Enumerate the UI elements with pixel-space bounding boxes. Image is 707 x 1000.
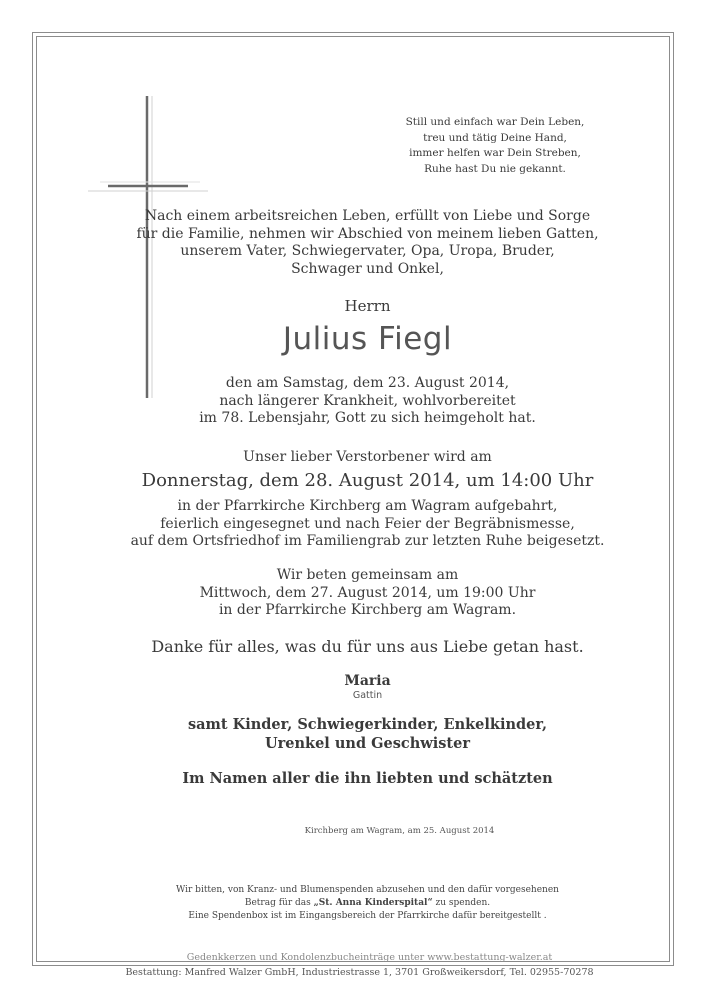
prayer-line: in der Pfarrkirche Kirchberg am Wagram.: [218, 602, 517, 618]
death-notice-line: den am Samstag, dem 23. August 2014,: [225, 375, 510, 391]
burial-intro: Unser lieber Verstorbener wird am: [243, 449, 492, 465]
condolence-link[interactable]: Gedenkkerzen und Kondolenzbucheinträge unter www.bestattung-walzer.at: [186, 952, 553, 963]
family-line: Urenkel und Geschwister: [264, 735, 470, 752]
intro-line: unserem Vater, Schwiegervater, Opa, Uropa, Bruder,: [180, 243, 555, 259]
closing-line: Im Namen aller die ihn liebten und schätzten: [182, 770, 553, 787]
prayer-line: Wir beten gemeinsam am: [276, 567, 459, 583]
burial-detail-line: in der Pfarrkirche Kirchberg am Wagram aufgebahrt,: [177, 498, 558, 514]
poem-line: treu und tätig Deine Hand,: [423, 131, 567, 144]
death-notice-line: im 78. Lebensjahr, Gott zu sich heimgeholt hat.: [199, 410, 536, 426]
thanks-line: Danke für alles, was du für uns aus Liebe getan hast.: [151, 637, 584, 656]
donation-line: Eine Spendenbox ist im Eingangsbereich der Pfarrkirche dafür bereitgestellt .: [188, 911, 547, 921]
family-line: samt Kinder, Schwiegerkinder, Enkelkinder,: [187, 716, 548, 733]
donation-line: [14, 897, 707, 910]
poem: [395, 115, 595, 177]
donation-text: zu spenden.: [432, 898, 491, 908]
intro-line: Nach einem arbeitsreichen Leben, erfüllt von Liebe und Sorge: [144, 208, 591, 224]
charity-name: „St. Anna Kinderspital“: [313, 898, 433, 908]
burial-detail-line: auf dem Ortsfriedhof im Familiengrab zur letzten Ruhe beigesetzt.: [130, 533, 605, 549]
mourner-relation: Gattin: [352, 690, 383, 701]
poem-line: Ruhe hast Du nie gekannt.: [424, 162, 566, 175]
funeral-company: Bestattung: Manfred Walzer GmbH, Industriestrasse 1, 3701 Großweikersdorf, Tel. 02955-70278: [125, 967, 594, 978]
prayer-notice: [14, 567, 707, 620]
burial-date: Donnerstag, dem 28. August 2014, um 14:00 Uhr: [141, 470, 594, 491]
death-notice-line: nach längerer Krankheit, wohlvorbereitet: [219, 392, 516, 409]
intro-line: Schwager und Onkel,: [291, 260, 444, 277]
burial-details: [14, 498, 707, 551]
donation-request: [14, 884, 707, 923]
poem-line: Still und einfach war Dein Leben,: [405, 116, 585, 128]
prayer-line: Mittwoch, dem 27. August 2014, um 19:00 Uhr: [199, 584, 536, 601]
family-mourners: [14, 715, 707, 753]
mourner-name: Maria: [344, 673, 391, 689]
place-date: Kirchberg am Wagram, am 25. August 2014: [304, 826, 495, 836]
intro-line: für die Familie, nehmen wir Abschied von meinem lieben Gatten,: [136, 225, 599, 242]
burial-detail-line: feierlich eingesegnet und nach Feier der Begräbnismesse,: [160, 515, 575, 532]
salutation: Herrn: [344, 297, 391, 315]
deceased-name: Julius Fiegl: [282, 321, 453, 357]
donation-line: Wir bitten, von Kranz- und Blumenspenden abzusehen und den dafür vorgesehenen: [176, 885, 559, 895]
death-notice: [14, 375, 707, 428]
intro-text: [14, 208, 707, 278]
donation-text: Betrag für das: [244, 898, 314, 908]
poem-line: immer helfen war Dein Streben,: [409, 147, 581, 159]
